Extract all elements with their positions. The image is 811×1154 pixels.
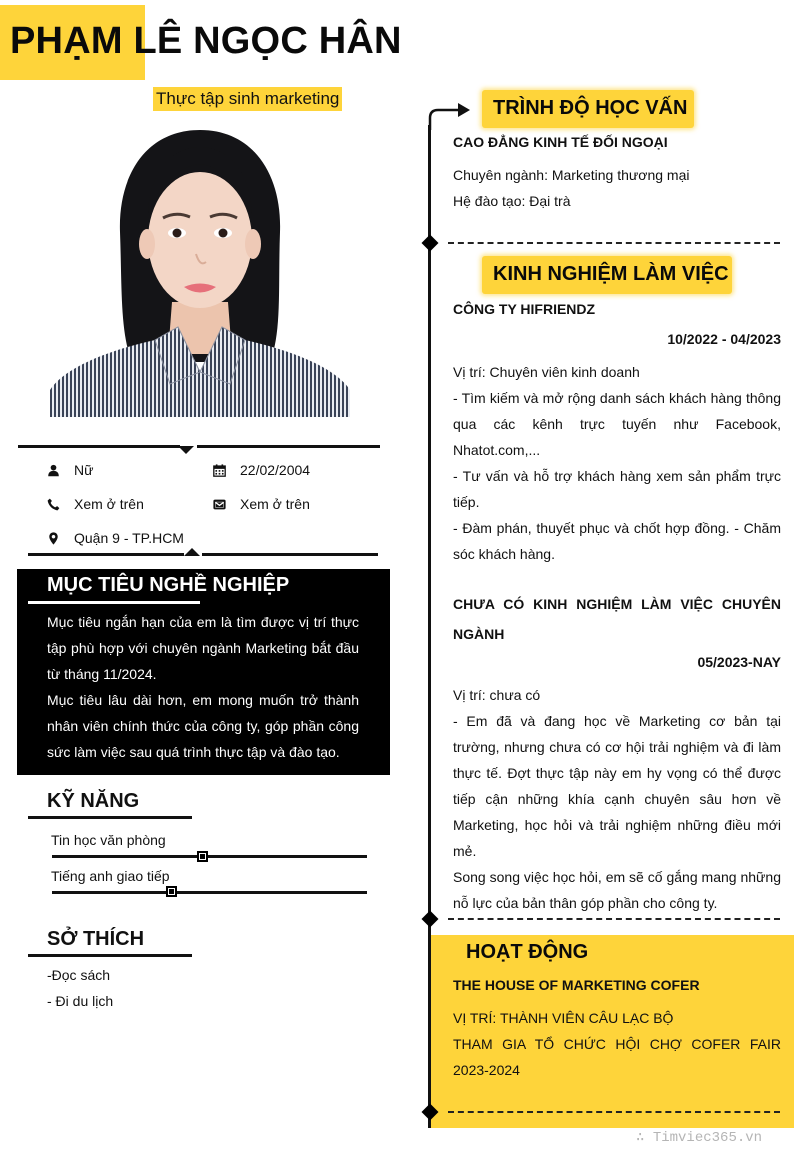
skill-label: Tin học văn phòng bbox=[51, 832, 166, 848]
job-description bbox=[453, 682, 781, 916]
career-objective-section bbox=[17, 569, 390, 775]
timeline-node-diamond-icon bbox=[422, 235, 439, 252]
job-company: CHƯA CÓ KINH NGHIỆM LÀM VIỆC CHUYÊN NGÀNH bbox=[453, 596, 781, 642]
info-gender bbox=[46, 460, 93, 480]
skill-label: Tiếng anh giao tiếp bbox=[51, 868, 170, 884]
skill-bar bbox=[52, 855, 367, 858]
hobbies-title: SỞ THÍCH bbox=[47, 928, 145, 950]
job-detail: - Đàm phán, thuyết phục và chốt hợp đồng. - Chăm sóc khách hàng. bbox=[453, 520, 781, 562]
skills-title-underline bbox=[28, 816, 192, 819]
gender-value: Nữ bbox=[74, 462, 94, 478]
info-divider-bottom-right bbox=[202, 553, 378, 556]
birthday-value: 22/02/2004 bbox=[240, 462, 311, 478]
education-title: TRÌNH ĐỘ HỌC VẤN bbox=[493, 97, 688, 119]
phone-value: Xem ở trên bbox=[74, 496, 144, 512]
job-period: 10/2022 - 04/2023 bbox=[667, 331, 781, 347]
email-value: Xem ở trên bbox=[240, 496, 310, 512]
timeline-line bbox=[428, 125, 431, 1128]
objective-title: MỤC TIÊU NGHỀ NGHIỆP bbox=[47, 574, 290, 596]
info-address bbox=[46, 528, 184, 548]
job-title-badge: Thực tập sinh marketing bbox=[153, 87, 342, 111]
job-detail: - Em đã và đang học về Marketing cơ bản tại trường, nhưng chưa có cơ hội trải nghiệm và đi làm thực tế. Đợt thực tập này em hy vọng có thể được tiếp cận những khía cạnh chuyên sâu hơn về Marketing, học hỏi và trải nghiệm những điều mới mẻ. bbox=[453, 713, 781, 859]
section-divider-dashed bbox=[448, 1111, 780, 1113]
skill-bar bbox=[52, 891, 367, 894]
triangle-down-icon bbox=[178, 446, 194, 454]
objective-long-term: Mục tiêu lâu dài hơn, em mong muốn trở thành nhân viên chính thức của công ty, góp phần công sức làm việc sau quá trình thực tập và đào tạo. bbox=[47, 692, 359, 760]
skill-level-marker bbox=[166, 886, 177, 897]
timeline-node-diamond-icon bbox=[422, 911, 439, 928]
info-email bbox=[212, 494, 310, 514]
school-name: CAO ĐẲNG KINH TẾ ĐỐI NGOẠI bbox=[453, 134, 668, 150]
hobby-item: -Đọc sách bbox=[47, 967, 111, 983]
info-divider-top-left bbox=[18, 445, 180, 448]
skill-level-marker bbox=[197, 851, 208, 862]
activity-detail: THAM GIA TỔ CHỨC HỘI CHỢ COFER FAIR 2023-2024 bbox=[453, 1036, 781, 1078]
info-birthday bbox=[212, 460, 310, 480]
job-company: CÔNG TY HIFRIENDZ bbox=[453, 301, 596, 317]
user-icon bbox=[46, 463, 60, 477]
section-divider-dashed bbox=[448, 242, 780, 244]
skills-title: KỸ NĂNG bbox=[47, 790, 140, 812]
address-value: Quận 9 - TP.HCM bbox=[74, 530, 184, 546]
education-program: Hệ đào tạo: Đại trà bbox=[453, 193, 571, 209]
job-detail: - Tư vấn và hỗ trợ khách hàng xem sản phẩm trực tiếp. bbox=[453, 468, 781, 510]
timeline-arrow-icon bbox=[424, 100, 474, 130]
calendar-icon bbox=[212, 463, 226, 477]
candidate-name: PHẠM LÊ NGỌC HÂN bbox=[10, 20, 402, 62]
objective-short-term: Mục tiêu ngắn hạn của em là tìm được vị trí thực tập phù hợp với chuyên ngành Marketing bắt đầu từ tháng 11/2024. bbox=[47, 614, 359, 682]
activity-organization: THE HOUSE OF MARKETING COFER bbox=[453, 977, 700, 993]
activities-title: HOẠT ĐỘNG bbox=[466, 941, 589, 963]
job-position: Vị trí: chưa có bbox=[453, 687, 541, 703]
job-detail: - Tìm kiếm và mở rộng danh sách khách hàng thông qua các kênh trực tuyến như Facebook, Nhatot.com,... bbox=[453, 390, 781, 458]
objective-title-underline bbox=[28, 601, 200, 604]
job-detail: Song song việc học hỏi, em sẽ cố gắng mang những nỗ lực của bản thân góp phần cho công ty. bbox=[453, 869, 781, 911]
portrait-illustration bbox=[50, 122, 350, 417]
hobby-item: - Đi du lịch bbox=[47, 993, 114, 1009]
profile-photo bbox=[50, 122, 350, 417]
job-description bbox=[453, 359, 781, 567]
triangle-up-icon bbox=[184, 548, 200, 556]
info-phone bbox=[46, 494, 144, 514]
phone-icon bbox=[46, 497, 60, 511]
map-marker-icon bbox=[46, 531, 60, 545]
job-position: Vị trí: Chuyên viên kinh doanh bbox=[453, 364, 640, 380]
education-major: Chuyên ngành: Marketing thương mại bbox=[453, 167, 690, 183]
job-period: 05/2023-NAY bbox=[697, 654, 781, 670]
info-divider-bottom-left bbox=[28, 553, 184, 556]
section-divider-dashed bbox=[448, 918, 780, 920]
info-divider-top-right bbox=[197, 445, 380, 448]
objective-text bbox=[47, 609, 359, 765]
hobbies-title-underline bbox=[28, 954, 192, 957]
envelope-icon bbox=[212, 497, 226, 511]
activity-position: VỊ TRÍ: THÀNH VIÊN CÂU LẠC BỘ bbox=[453, 1010, 674, 1026]
watermark: ∴ Timviec365.vn bbox=[636, 1130, 763, 1146]
experience-title: KINH NGHIỆM LÀM VIỆC bbox=[493, 263, 729, 285]
